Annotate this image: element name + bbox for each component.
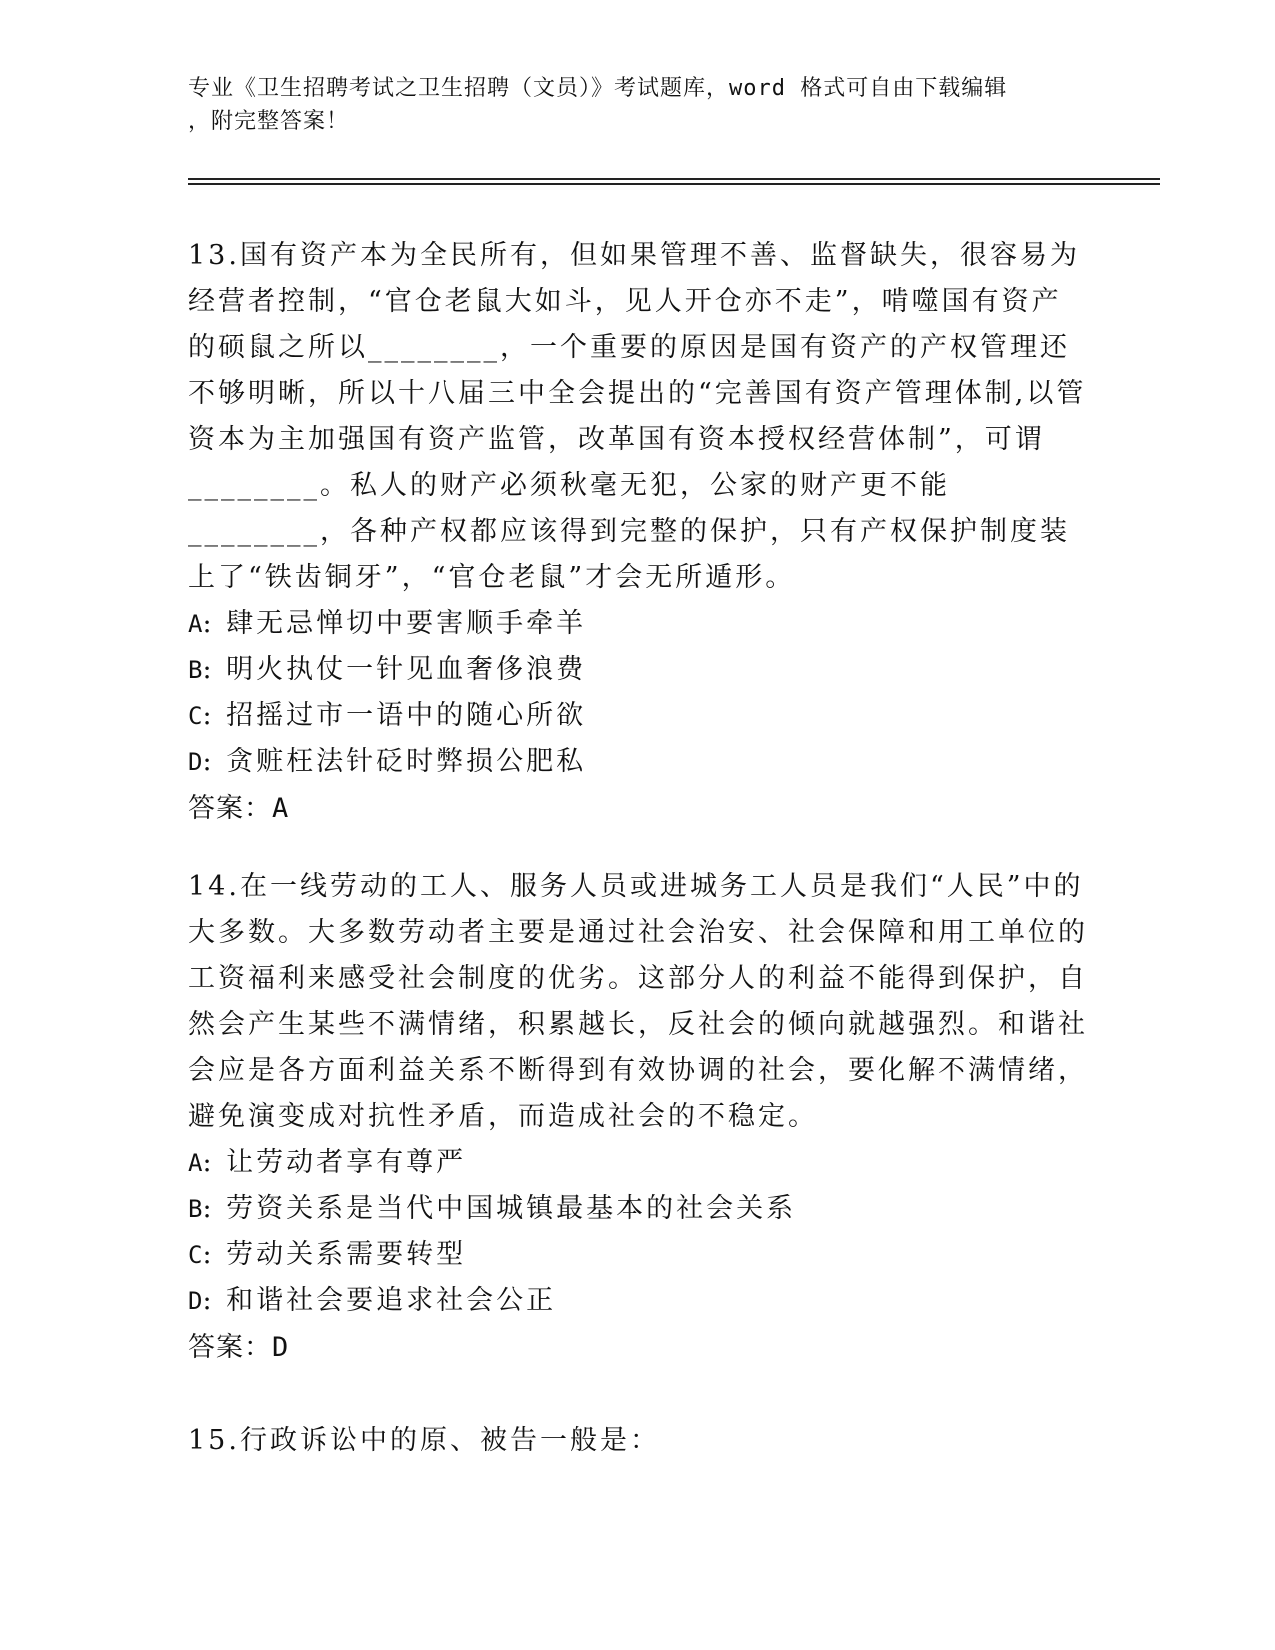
answer-value: D (272, 1332, 290, 1363)
option-d: D: 和谐社会要追求社会公正 (188, 1285, 557, 1316)
header-divider-bottom (188, 183, 1160, 185)
option-c: C: 劳动关系需要转型 (188, 1239, 467, 1270)
answer-line (188, 1324, 1088, 1372)
option-key: A (188, 1149, 203, 1177)
option-text: 劳动关系需要转型 (226, 1239, 467, 1270)
option-text: 劳资关系是当代中国城镇最基本的社会关系 (226, 1193, 797, 1224)
option-d: D: 贪赃枉法针砭时弊损公肥私 (188, 746, 587, 777)
question-15 (188, 1418, 1088, 1464)
header-divider-top (188, 178, 1160, 180)
option-key: D (188, 748, 203, 776)
answer-line (188, 785, 1088, 833)
option-list (188, 1140, 1088, 1324)
option-key: C (188, 1241, 203, 1269)
answer-value: A (272, 793, 290, 824)
option-a: A: 让劳动者享有尊严 (188, 1147, 467, 1178)
question-13 (188, 233, 1088, 833)
option-key: B (188, 1195, 203, 1223)
option-b: B: 明火执仗一针见血奢侈浪费 (188, 654, 587, 685)
option-key: C (188, 702, 203, 730)
option-key: A (188, 610, 203, 638)
option-text: 肆无忌惮切中要害顺手牵羊 (226, 608, 587, 639)
option-key: B (188, 656, 203, 684)
question-14 (188, 864, 1088, 1372)
answer-label: 答案： (188, 1332, 272, 1363)
question-stem: 14.在一线劳动的工人、服务人员或进城务工人员是我们“人民”中的大多数。大多数劳动者主要是通过社会治安、社会保障和用工单位的工资福利来感受社会制度的优劣。这部分人的利益不能得到保护，自然会产生某些不满情绪，积累越长，反社会的倾向就越强烈。和谐社会应是各方面利益关系不断得到有效协调的社会，要化解不满情绪，避免演变成对抗性矛盾，而造成社会的不稳定。 (188, 871, 1088, 1132)
answer-label: 答案： (188, 793, 272, 824)
option-a: A: 肆无忌惮切中要害顺手牵羊 (188, 608, 587, 639)
option-key: D (188, 1287, 203, 1315)
option-text: 明火执仗一针见血奢侈浪费 (226, 654, 587, 685)
question-stem: 15.行政诉讼中的原、被告一般是： (188, 1425, 660, 1456)
option-text: 和谐社会要追求社会公正 (226, 1285, 557, 1316)
option-text: 招摇过市一语中的随心所欲 (226, 700, 587, 731)
question-stem: 13.国有资产本为全民所有，但如果管理不善、监督缺失，很容易为经营者控制，“官仓老鼠大如斗，见人开仓亦不走”，啃噬国有资产的硕鼠之所以________，一个重要的原因是国有资产的产权管理还不够明晰，所以十八届三中全会提出的“完善国有资产管理体制,以管资本为主加强国有资产监管，改革国有资本授权经营体制”，可谓________。私人的财产必须秋毫无犯，公家的财产更不能________，各种产权都应该得到完整的保护，只有产权保护制度装上了“铁齿铜牙”，“官仓老鼠”才会无所遁形。 (188, 240, 1087, 593)
document-header (188, 72, 1068, 138)
header-line-2: ，附完整答案！ (188, 109, 350, 134)
option-b: B: 劳资关系是当代中国城镇最基本的社会关系 (188, 1193, 797, 1224)
option-text: 贪赃枉法针砭时弊损公肥私 (226, 746, 587, 777)
option-text: 让劳动者享有尊严 (226, 1147, 467, 1178)
option-c: C: 招摇过市一语中的随心所欲 (188, 700, 587, 731)
header-line-1: 专业《卫生招聘考试之卫生招聘（文员）》考试题库，word 格式可自由下载编辑 (188, 76, 1008, 101)
option-list (188, 601, 1088, 785)
